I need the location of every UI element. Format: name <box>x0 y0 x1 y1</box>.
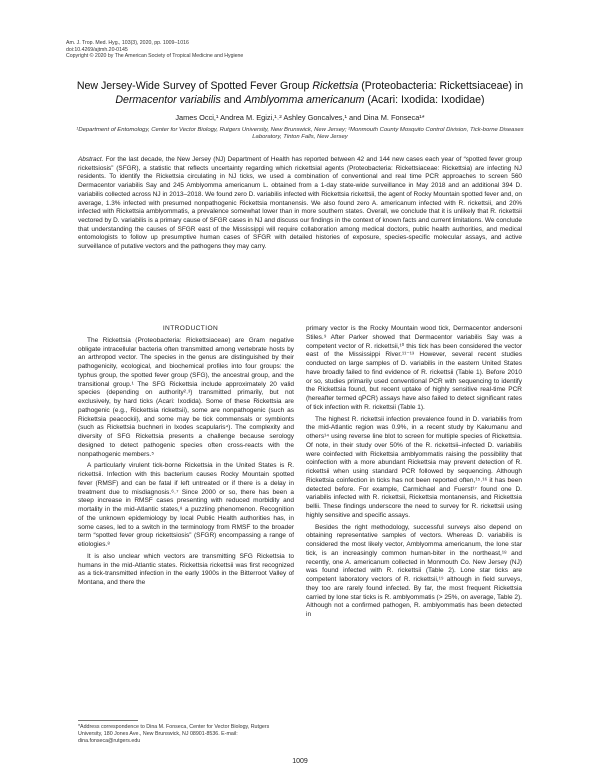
journal-line-1: Am. J. Trop. Med. Hyg., 103(3), 2020, pp. 1009–1016 <box>66 40 189 46</box>
intro-paragraph-2: A particularly virulent tick-borne Rickettsia in the United States is R. rickettsii. Infection with this bacterium causes Rocky Mountain spotted fever (RMSF) and can be fatal if left untreated or if there is a delay in treatment due to misdiagnosis.⁶˒⁷ Since 2000 or so, there has been a steep increase in RMSF cases presenting with reduced morbidity and mortality in the mid-Atlantic states,⁸ a puzzling phenomenon. Recognition of the unknown epidemiology by local Public Health authorities has, in some cases, led to a switch in the terminology from RMSF to the broader term “spotted fever group rickettsiosis” (SFGR) encompassing a range of etiologies.⁸ <box>78 462 294 548</box>
correspondence-footnote: *Address correspondence to Dina M. Fonseca, Center for Vector Biology, Rutgers University, 180 Jones Ave., New Brunswick, NJ 08901-8536. E-mail: dina.fonseca@rutgers.edu <box>78 724 270 744</box>
right-column <box>306 325 522 623</box>
abstract-text: For the last decade, the New Jersey (NJ) Department of Health has reported between 42 and 144 new cases each year of “spotted fever group rickettsiosis” (SFGR), a statistic that reflects uncertainty regarding which rickettsial agents (Proteobacteria: Rickettsiaceae: Rickettsia) are infecting NJ residents. To identify the Rickettsia circulating in NJ ticks, we used a combination of conventional and real time PCR approaches to screen 560 Dermacentor variabilis Say and 245 Amblyomma americanum L. obtained from a 1-day state-wide surveillance in May 2018 and an additional 394 D. variabilis collected across NJ in 2013–2018. We found zero D. variabilis infected with Rickettsia rickettsii, the agent of Rocky Mountain spotted fever and, on average, 1.3% infected with presumed nonpathogenic Rickettsia montanensis. We also found zero A. americanum infected with R. rickettsii, and 20% infected with Rickettsia amblyommatis, a prevalence somewhat lower than in more southern states. Overall, we conclude that it is unlikely that R. rickettsii vectored by D. variabilis is a primary cause of SFGR cases in NJ and discuss our findings in the context of known facts and current limitations. We conclude that understanding the causes of SFGR east of the Mississippi will require collaboration among medical doctors, public health authorities, and medical entomologists to follow up presumptive human cases of SFGR with detailed histories of exposure, species-specific molecular assays, and active surveillance of putative vectors and the pathogens they may carry. <box>78 156 522 251</box>
intro-paragraph-3: It is also unclear which vectors are transmitting SFG Rickettsia to humans in the mid-Atlantic states. Rickettsia rickettsii was first recognized as a tick-transmitted infection in the early 1900s in the Bitterroot Valley of Montana, and there the <box>78 552 294 586</box>
title-part-1-italic: Rickettsia <box>312 80 359 92</box>
abstract-label: Abstract. <box>78 156 104 163</box>
author-list: James Occi,¹ Andrea M. Egizi,¹˒² Ashley Goncalves,¹ and Dina M. Fonseca¹* <box>175 113 425 122</box>
section-heading-introduction: INTRODUCTION <box>162 325 219 332</box>
left-column <box>78 325 294 591</box>
intro-paragraph-4: The highest R. rickettsii infection prevalence found in D. variabilis from the mid-Atlantic region was 0.9%, in a recent study by Kakumanu and others¹⁴ using reverse line blot to screen for multiple species of Rickettsia. Of note, in their study over 50% of the R. rickettsii–infected D. variabilis were coinfected with Rickettsia amblyommatis raising the possibility that coinfection with a more abundant Rickettsia may prevent detection of R. rickettsii when using standard PCR followed by sequencing. Although Rickettsia coinfection in ticks has not been reported often,¹⁵˒¹⁶ it has been detected before. For example, Carmichael and Fuerst¹⁷ found one D. variabilis infected with R. rickettsii, Rickettsia montanensis, and Rickettsia bellii. These findings underscore the need to survey for R. rickettsii using highly sensitive and specific assays. <box>306 415 522 519</box>
affiliations: ¹Department of Entomology, Center for Vector Biology, Rutgers University, New Brunswick, New Jersey; ²Monmouth County Mosquito Control Division, Tick-borne Diseases Laboratory, Tinton Falls, New Jersey <box>76 127 524 141</box>
title-part-4: and <box>220 93 245 106</box>
title-part-5-italic: Amblyomma americanum <box>244 93 365 106</box>
title-part-6: (Acari: Ixodida: Ixodidae) <box>364 93 485 106</box>
page-number: 1009 <box>292 758 308 765</box>
journal-doi: doi:10.4269/ajtmh.20-0145 <box>66 46 128 53</box>
intro-paragraph-3-continued: primary vector is the Rocky Mountain wood tick, Dermacentor andersoni Stiles.⁹ After Parker showed that Dermacentor variabilis Say was a competent vector of R. rickettsii,¹⁰ this tick has been considered the vector east of the Mississippi River.¹¹⁻¹³ However, several recent studies conducted on large samples of D. variabilis in the eastern United States have broadly failed to find evidence of R. rickettsii (Table 1). Before 2010 or so, studies primarily used conventional PCR with sequencing to identify the Rickettsia found, but recent uptake of highly sensitive real-time PCR (hereafter termed qPCR) assays have also failed to detect significant rates of tick infection with R. rickettsii (Table 1). <box>306 325 522 411</box>
intro-paragraph-1: The Rickettsia (Proteobacteria: Rickettsiaceae) are Gram negative obligate intracellular bacteria often transmitted among vertebrate hosts by an arthropod vector. The species in the genus are distinguished by their pathogenicity, ecological, and biochemical profiles into four groups: the typhus group, the spotted fever group (SFG), the ancestral group, and the transitional group.¹ The SFG Rickettsia include approximately 20 valid species (depending on authority²˒³) transmitted primarily, but not exclusively, by hard ticks (Acari: Ixodida). Some of these Rickettsia are pathogenic (e.g., Rickettsia rickettsii), some are nonpathogenic (such as Rickettsia peacockii), and some may be tick commensals or symbionts (such as Rickettsia buchneri in Ixodes scapularis⁴). The complexity and diversity of SFG Rickettsia presents a challenge because serology designed to detect pathogenic species often cross-reacts with the nonpathogenic members.⁵ <box>78 336 294 458</box>
footnote-divider <box>78 720 138 721</box>
abstract <box>78 156 522 252</box>
title-part-2: (Proteobacteria: Rickettsiaceae) in <box>358 80 524 92</box>
title-part-1: New Jersey-Wide Survey of Spotted Fever Group <box>76 80 313 92</box>
title-part-3-italic: Dermacentor variabilis <box>115 93 221 106</box>
paper-title <box>40 80 560 107</box>
intro-paragraph-5: Besides the right methodology, successful surveys also depend on obtaining representative samples of vectors. Whereas D. variabilis is considered the most likely vector, Amblyomma americanum, the lone star tick, is an increasingly common human-biter in the northeast,¹⁸ and recently, one A. americanum collected in Monmouth Co. New Jersey (NJ) was found infected with R. rickettsii (Table 2). Lone star ticks are competent laboratory vectors of R. rickettsii,¹⁹ although in field surveys, they too are rarely found infected. By far, the most frequent Rickettsia carried by lone star ticks is R. amblyommatis (> 25%, on average, Table 2). Although not a confirmed pathogen, R. amblyommatis has been detected in <box>306 523 522 618</box>
journal-copyright: Copyright © 2020 by The American Society of Tropical Medicine and Hygiene <box>66 53 244 60</box>
journal-citation <box>66 40 243 60</box>
